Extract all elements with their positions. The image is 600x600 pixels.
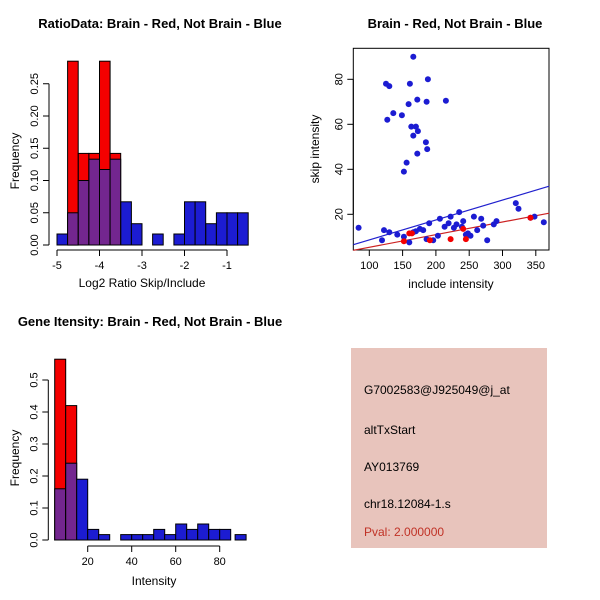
svg-text:-2: -2 [179, 260, 190, 272]
svg-text:200: 200 [426, 260, 446, 272]
svg-text:-5: -5 [52, 260, 62, 272]
svg-text:60: 60 [169, 556, 182, 568]
svg-text:40: 40 [125, 556, 138, 568]
scatter-xlabel: include intensity [408, 277, 494, 291]
svg-text:0.25: 0.25 [29, 73, 41, 95]
svg-text:100: 100 [360, 260, 379, 272]
gene-histogram-xlabel: Intensity [131, 574, 177, 588]
panel-gene-histogram [0, 300, 300, 600]
pval-text: Pval: 2.000000 [364, 525, 445, 539]
gene-info-box [351, 348, 547, 548]
svg-text:-4: -4 [94, 260, 105, 272]
svg-text:150: 150 [393, 260, 412, 272]
svg-text:350: 350 [526, 260, 545, 272]
panel-scatter [300, 0, 600, 300]
gene-histogram-plot [0, 300, 300, 600]
ratio-histogram-ylabel: Frequency [8, 132, 22, 190]
svg-text:250: 250 [460, 260, 479, 272]
svg-text:0.2: 0.2 [28, 468, 41, 484]
svg-text:0.5: 0.5 [28, 372, 41, 388]
panel-gene-info [300, 300, 600, 600]
svg-text:0.00: 0.00 [29, 234, 41, 256]
accession-text: AY013769 [364, 460, 420, 474]
ratio-histogram-plot [0, 0, 300, 300]
svg-text:80: 80 [213, 556, 226, 568]
svg-text:-1: -1 [222, 260, 232, 272]
svg-text:0.05: 0.05 [29, 202, 41, 224]
svg-text:0.4: 0.4 [28, 404, 41, 420]
panel-ratio-histogram [0, 0, 300, 300]
location-text: chr18.12084-1.s [364, 497, 451, 511]
probe-id-text: G7002583@J925049@j_at [364, 383, 510, 397]
svg-text:20: 20 [333, 208, 346, 221]
svg-text:80: 80 [333, 73, 346, 86]
svg-text:0.10: 0.10 [29, 169, 41, 192]
scatter-title: Brain - Red, Not Brain - Blue [367, 16, 543, 31]
svg-text:0.1: 0.1 [28, 500, 41, 516]
ratio-histogram-xlabel: Log2 Ratio Skip/Include [78, 276, 206, 290]
svg-text:0.3: 0.3 [28, 436, 41, 452]
svg-text:-3: -3 [137, 260, 147, 272]
gene-histogram-title: Gene Itensity: Brain - Red, Not Brain - Blue [17, 314, 283, 329]
scatter-ylabel: skip intensity [308, 114, 322, 184]
svg-text:60: 60 [333, 118, 346, 131]
svg-text:0.15: 0.15 [29, 137, 41, 159]
svg-text:20: 20 [81, 556, 94, 568]
svg-text:300: 300 [493, 260, 512, 272]
svg-text:0.20: 0.20 [29, 105, 41, 127]
svg-text:0.0: 0.0 [28, 532, 41, 548]
scatter-plot [300, 0, 600, 300]
gene-histogram-ylabel: Frequency [8, 429, 22, 487]
event-type-text: altTxStart [364, 423, 416, 437]
ratio-histogram-title: RatioData: Brain - Red, Not Brain - Blue [38, 16, 282, 31]
svg-text:40: 40 [333, 163, 346, 176]
